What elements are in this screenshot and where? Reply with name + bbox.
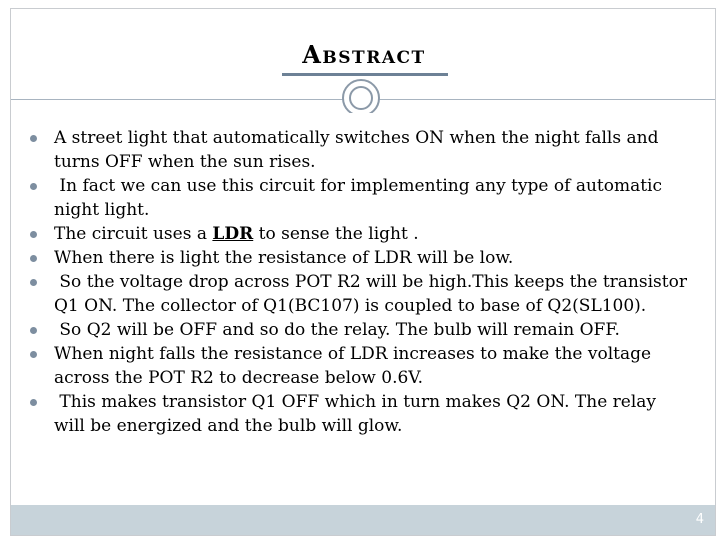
bullet-dot-icon [30,351,37,358]
footer-band [11,505,715,535]
bullet-text: A street light that automatically switches ON when the night falls and turns OFF when the sun rises. [54,128,659,172]
bullet-dot-icon [30,183,37,190]
bullet-text: When there is light the resistance of LDR will be low. [54,248,514,268]
bullet-item [30,318,690,342]
bullet-item [30,390,690,438]
bullet-list [30,126,693,438]
slide-title: Abstract [302,40,426,69]
bullet-item [30,222,690,246]
bullet-text-pre: The circuit uses a [54,224,213,244]
ldr-emphasis: LDR [212,224,254,244]
title-underline [282,73,448,76]
bullet-dot-icon [30,135,37,142]
bullet-item [30,246,690,270]
bullet-item [30,342,690,390]
bullet-item [30,126,690,174]
bullet-dot-icon [30,399,37,406]
bullet-text: So the voltage drop across POT R2 will be high.This keeps the transistor Q1 ON. The collector of Q1(BC107) is coupled to base of Q2(SL100). [54,272,693,316]
bullet-dot-icon [30,255,37,262]
circle-ornament-inner [349,86,373,110]
circle-ornament-icon [342,79,380,117]
bullet-text-post: to sense the light . [253,224,419,244]
bullet-dot-icon [30,279,37,286]
bullet-text: So Q2 will be OFF and so do the relay. The bulb will remain OFF. [54,320,620,340]
bullet-dot-icon [30,231,37,238]
bullet-item [30,270,693,318]
bullet-dot-icon [30,327,37,334]
bullet-text: When night falls the resistance of LDR increases to make the voltage across the POT R2 to decrease below 0.6V. [54,344,652,388]
bullet-item [30,174,690,222]
page-number: 4 [695,512,704,527]
bullet-text: In fact we can use this circuit for implementing any type of automatic night light. [54,176,668,220]
bullet-text: This makes transistor Q1 OFF which in turn makes Q2 ON. The relay will be energized and the bulb will glow. [54,392,662,436]
